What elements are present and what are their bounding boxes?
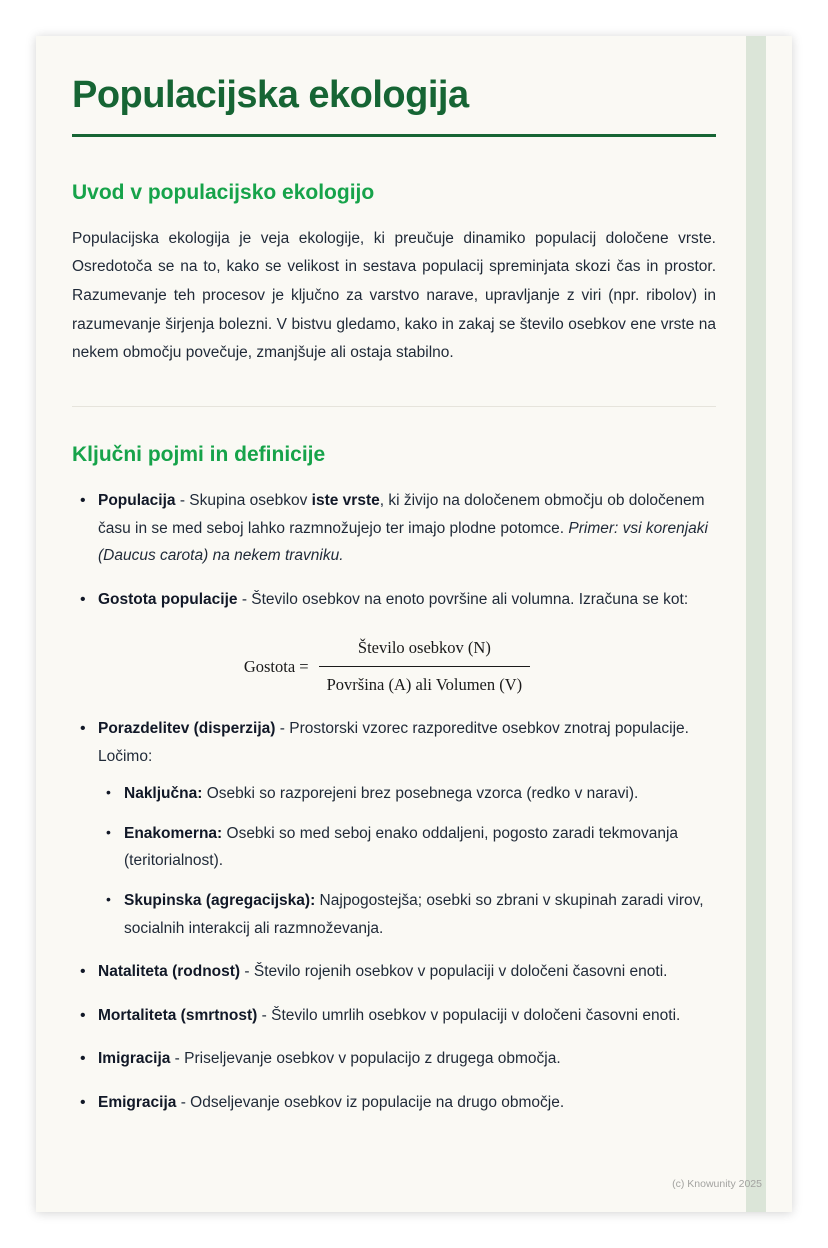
sublist-item-nakljucna (124, 780, 716, 808)
item-text: - Število osebkov na enoto površine ali volumna. Izračuna se kot: (237, 590, 689, 608)
item-text: Osebki so razporejeni brez posebnega vzorca (redko v naravi). (202, 785, 639, 803)
sublist-item-skupinska (124, 887, 716, 942)
term-bold: Naključna: (124, 785, 203, 803)
item-text: , ki živijo na določenem območju ob določenem času in se med seboj lahko razmnožujejo ter imajo plodne potomce. (98, 492, 705, 537)
item-text: - Odseljevanje osebkov iz populacije na drugo območje. (176, 1093, 565, 1111)
example-italic: Primer: vsi korenjaki (Daucus carota) na nekem travniku. (98, 519, 708, 565)
term-bold: Imigracija (98, 1050, 171, 1068)
term-bold: Skupinska (agregacijska): (124, 891, 316, 909)
list-item-populacija (98, 487, 716, 570)
item-text: - Število umrlih osebkov v populaciji v določeni časovni enoti. (257, 1006, 681, 1024)
term-bold: Enakomerna: (124, 824, 223, 842)
sublist-item-enakomerna (124, 820, 716, 875)
section-heading-intro: Uvod v populacijsko ekologijo (72, 180, 375, 204)
document-page (36, 36, 792, 1212)
emphasis-bold: iste vrste (311, 492, 380, 510)
concept-list (72, 487, 716, 1116)
term-bold: Populacija (98, 492, 176, 510)
term-bold: Gostota populacije (98, 590, 238, 608)
formula-numerator: Število osebkov (N) (319, 633, 531, 666)
formula-lhs: Gostota = (243, 656, 309, 676)
item-text: Osebki so med seboj enako oddaljeni, pogosto zaradi tekmovanja (teritorialnost). (124, 824, 679, 870)
list-item-nataliteta (98, 958, 716, 986)
dispersion-sublist (98, 780, 716, 942)
page-title: Populacijska ekologija (72, 74, 469, 116)
item-text: - Število rojenih osebkov v populaciji v določeni časovni enoti. (240, 963, 668, 981)
term-bold: Nataliteta (rodnost) (98, 963, 241, 981)
formula-fraction (319, 633, 531, 699)
section-heading-concepts: Ključni pojmi in definicije (72, 443, 326, 467)
list-item-gostota (98, 586, 716, 699)
list-item-emigracija (98, 1089, 716, 1117)
title-rule (72, 134, 716, 137)
intro-paragraph: Populacijska ekologija je veja ekologije, ki preučuje dinamiko populacij določene vrste. Osredotoča se na to, kako se velikost in sestava populacij spreminjata skozi čas in prostor. Razumevanje teh procesov je ključno za varstvo narave, upravljanje z viri (npr. ribolov) in razumevanje širjenja bolezni. V bistvu gledamo, kako in zakaj se število osebkov ene vrste na nekem območju povečuje, zmanjšuje ali ostaja stabilno. (72, 229, 716, 362)
item-text: Najpogostejša; osebki so zbrani v skupinah zaradi virov, socialnih interakcij ali razmnoževanja. (124, 891, 704, 937)
list-item-mortaliteta (98, 1002, 716, 1030)
formula-denominator: Površina (A) ali Volumen (V) (326, 674, 523, 694)
term-bold: Emigracija (98, 1093, 177, 1111)
section-divider (72, 406, 716, 407)
footer-credit: (c) Knowunity 2025 (672, 1178, 762, 1191)
item-text: - Skupina osebkov (175, 492, 312, 510)
item-text: - Prostorski vzorec razporeditve osebkov znotraj populacije. Ločimo: (98, 720, 689, 765)
list-item-imigracija (98, 1045, 716, 1073)
term-bold: Porazdelitev (disperzija) (98, 720, 276, 738)
page-content (36, 36, 792, 1212)
density-formula (98, 633, 676, 699)
list-item-porazdelitev (98, 715, 716, 942)
item-text: - Priseljevanje osebkov v populacijo z drugega območja. (170, 1050, 561, 1068)
term-bold: Mortaliteta (smrtnost) (98, 1006, 258, 1024)
